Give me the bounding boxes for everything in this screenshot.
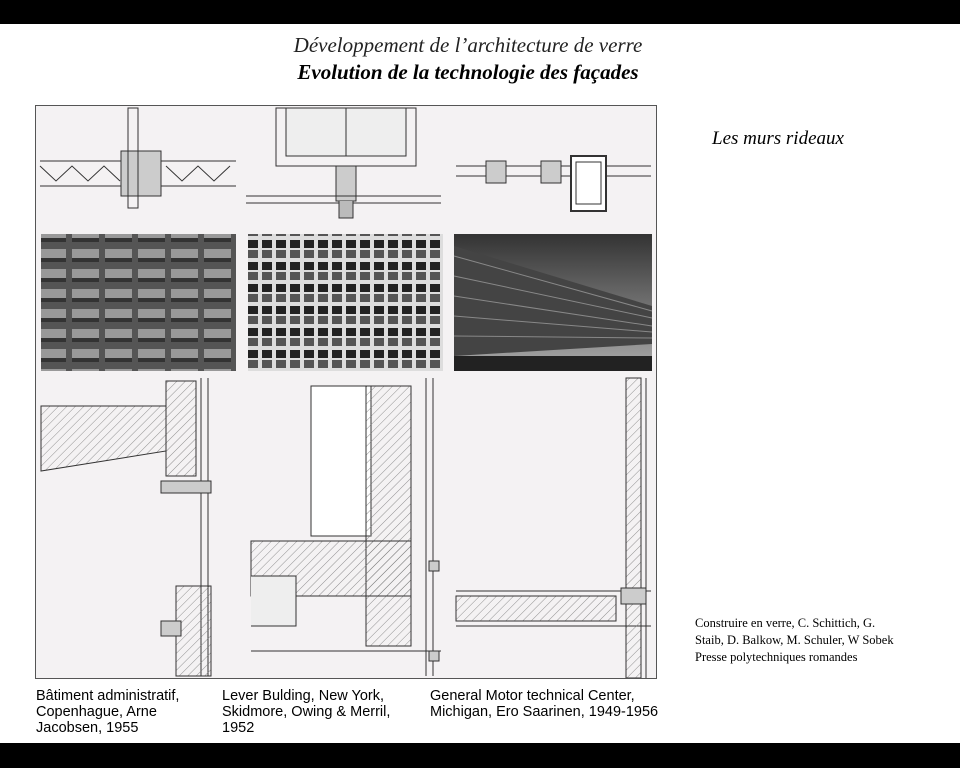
caption-line: 1952 [222,720,255,736]
facade-figure-plate [35,105,657,679]
section-lever-house [251,378,441,676]
source-credit [695,615,935,666]
caption-jacobsen [36,688,179,736]
caption-line: Jacobsen, 1955 [36,720,139,736]
caption-line: Lever Bulding, New York, [222,688,385,704]
detail-top-right [456,156,651,211]
section-general-motors [456,378,651,678]
caption-lever-house [222,688,390,736]
slide-title: Développement de l’architecture de verre [293,33,643,57]
detail-top-middle [246,108,441,218]
section-jacobsen [41,378,211,676]
credit-line: Construire en verre, C. Schittich, G. [695,616,876,630]
caption-line: Skidmore, Owing & Merril, [222,704,391,720]
caption-line: Michigan, Ero Saarinen, 1949-1956 [430,704,659,720]
photo-general-motors-facade [454,234,652,371]
facade-drawings [36,106,656,678]
slide-subtitle: Evolution de la technologie des façades [297,60,639,84]
detail-top-left [40,108,236,208]
credit-line: Presse polytechniques romandes [695,650,858,664]
photo-lever-house-facade [248,234,443,371]
caption-line: General Motor technical Center, [430,688,635,704]
caption-line: Copenhague, Arne [36,704,157,720]
section-heading: Les murs rideaux [712,128,844,149]
photo-jacobsen-facade [41,234,236,371]
caption-line: Bâtiment administratif, [36,688,180,704]
caption-general-motors [430,688,658,720]
credit-line: Staib, D. Balkow, M. Schuler, W Sobek [695,633,894,647]
slide [0,24,960,743]
